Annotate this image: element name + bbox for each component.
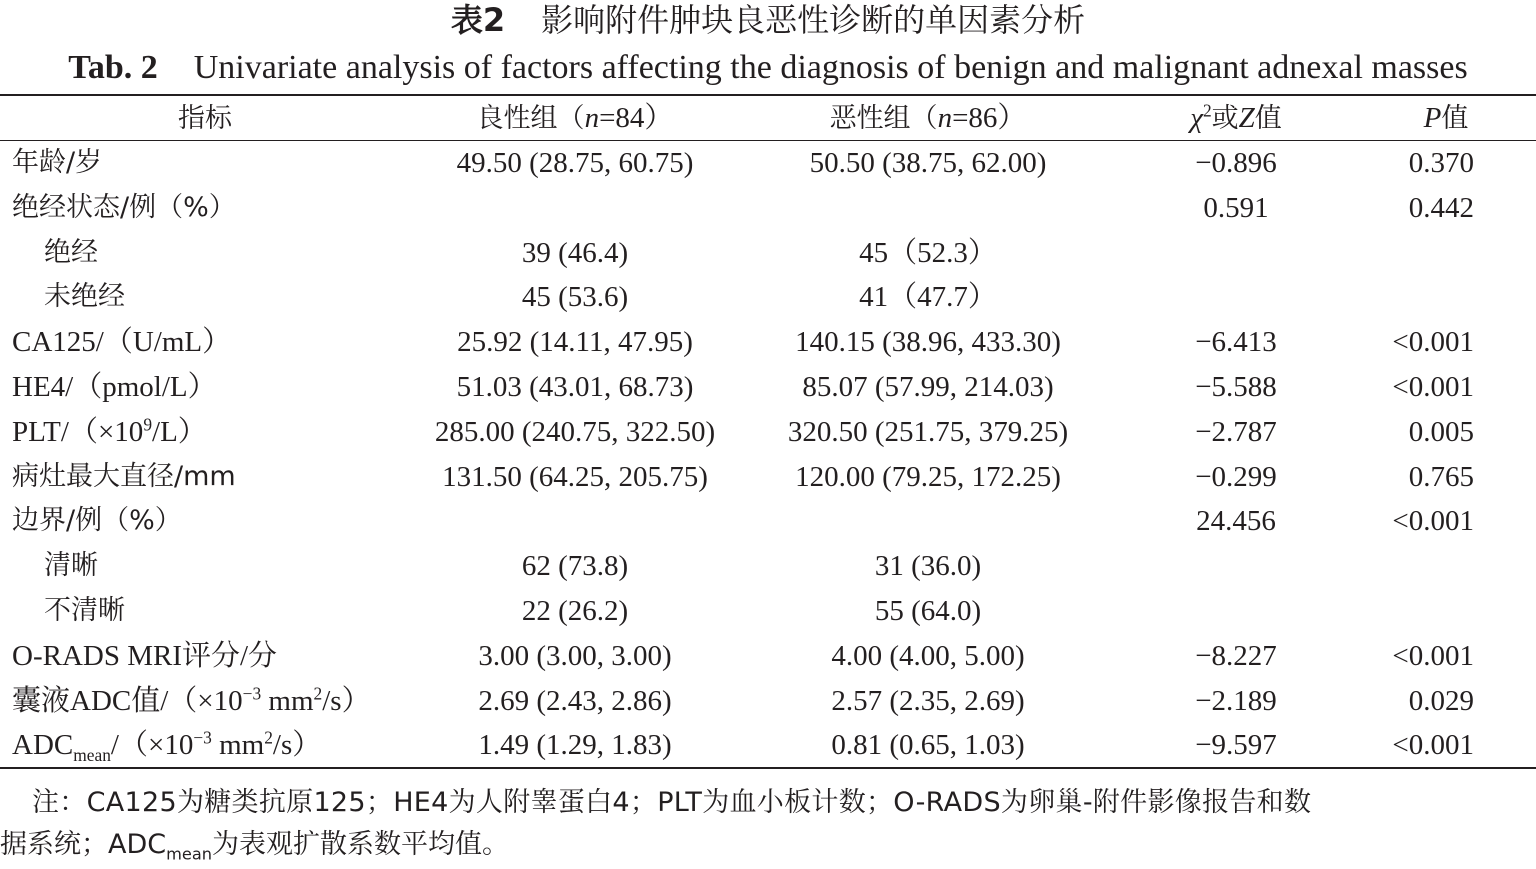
p-value <box>1356 231 1536 276</box>
p-value: 0.370 <box>1408 147 1474 179</box>
table-row <box>0 589 1536 634</box>
malignant-value: 45（52.3） <box>859 236 997 269</box>
benign-value: 62 (73.8) <box>521 550 629 583</box>
header-benign: 良性组（n=84） <box>476 102 674 134</box>
benign-value: 22 (26.2) <box>521 594 629 627</box>
table-footnote <box>0 782 1536 866</box>
table-row <box>0 186 1536 231</box>
row-label: 绝经 <box>44 236 98 268</box>
row-label: 未绝经 <box>44 281 125 313</box>
p-value <box>1356 544 1536 589</box>
p-value: <0.001 <box>1392 729 1474 762</box>
table-title-cn: 影响附件肿块良恶性诊断的单因素分析 <box>541 1 1086 39</box>
benign-value: 45 (53.6) <box>521 281 629 314</box>
p-value <box>1356 589 1536 634</box>
table-row <box>0 320 1536 365</box>
benign-value: 131.50 (64.25, 205.75) <box>442 460 708 493</box>
malignant-value: 50.50 (38.75, 62.00) <box>809 147 1047 179</box>
benign-value: 49.50 (28.75, 60.75) <box>456 147 694 179</box>
statistic-value: −8.227 <box>1195 639 1277 672</box>
malignant-value <box>740 499 1116 544</box>
malignant-value: 55 (64.0) <box>874 594 982 627</box>
table-caption-cn <box>0 0 1536 40</box>
malignant-value: 320.50 (251.75, 379.25) <box>787 415 1069 448</box>
row-label: 病灶最大直径/mm <box>12 460 236 492</box>
p-value <box>1356 275 1536 320</box>
table-row <box>0 634 1536 679</box>
row-label: 边界/例（%） <box>12 505 182 537</box>
benign-value: 2.69 (2.43, 2.86) <box>478 684 672 717</box>
header-p-value: P值 <box>1423 102 1469 134</box>
row-label: CA125/（U/mL） <box>12 326 232 359</box>
benign-value: 3.00 (3.00, 3.00) <box>478 639 672 672</box>
p-value: <0.001 <box>1392 505 1474 538</box>
malignant-value: 120.00 (79.25, 172.25) <box>795 460 1061 493</box>
p-value: <0.001 <box>1392 639 1474 672</box>
p-value: <0.001 <box>1392 326 1474 359</box>
header-indicator: 指标 <box>178 102 232 134</box>
table-row <box>0 544 1536 589</box>
malignant-value: 31 (36.0) <box>874 550 982 583</box>
p-value: 0.005 <box>1408 415 1474 448</box>
benign-value: 285.00 (240.75, 322.50) <box>434 415 716 448</box>
row-label: 不清晰 <box>44 594 125 626</box>
statistic-value: −9.597 <box>1195 729 1277 762</box>
row-label: PLT/$(\times 10^9/L)$ <box>12 414 207 448</box>
statistic-value: −2.787 <box>1195 415 1277 448</box>
header-statistic: $\chi^2$或Z值 <box>1190 100 1282 134</box>
table-row <box>0 679 1536 724</box>
table-row <box>0 455 1536 500</box>
statistic-value: −6.413 <box>1195 326 1277 359</box>
statistic-value: −2.189 <box>1195 684 1277 717</box>
malignant-value: 4.00 (4.00, 5.00) <box>831 639 1025 672</box>
statistic-value: −0.299 <box>1195 460 1277 493</box>
table-header-row <box>0 96 1536 141</box>
table-caption-en <box>0 46 1536 90</box>
benign-value: 51.03 (43.01, 68.73) <box>456 370 694 403</box>
benign-value: 39 (46.4) <box>521 236 629 269</box>
table-row <box>0 499 1536 544</box>
p-value: 0.442 <box>1408 191 1474 224</box>
statistic-value <box>1116 589 1356 634</box>
malignant-value: 140.15 (38.96, 433.30) <box>795 326 1061 359</box>
row-label: 年龄/岁 <box>12 147 103 178</box>
statistic-value: −0.896 <box>1195 147 1277 179</box>
statistic-value: 24.456 <box>1196 505 1276 538</box>
benign-value <box>410 499 740 544</box>
statistic-value: −5.588 <box>1195 370 1277 403</box>
row-label: 清晰 <box>44 550 98 582</box>
table-row <box>0 365 1536 410</box>
malignant-value: 2.57 (2.35, 2.69) <box>831 684 1025 717</box>
statistic-value <box>1116 544 1356 589</box>
table-row <box>0 723 1536 768</box>
row-label: HE4/（pmol/L） <box>12 370 217 403</box>
statistic-value <box>1116 275 1356 320</box>
benign-value <box>410 186 740 231</box>
table-number-cn: 表2 <box>450 1 506 39</box>
malignant-value: 85.07 (57.99, 214.03) <box>802 370 1054 403</box>
p-value: 0.765 <box>1408 460 1474 493</box>
malignant-value: 0.81 (0.65, 1.03) <box>831 729 1025 762</box>
benign-value: 25.92 (14.11, 47.95) <box>457 326 693 359</box>
table-row <box>0 231 1536 276</box>
table-row <box>0 410 1536 455</box>
p-value: 0.029 <box>1408 684 1474 717</box>
malignant-value <box>740 186 1116 231</box>
statistic-value: 0.591 <box>1203 191 1269 224</box>
table-row <box>0 141 1536 186</box>
benign-value: 1.49 (1.29, 1.83) <box>478 729 672 762</box>
footnote-line-2: 据系统；$ADC_{mean}$为表观扩散系数平均值。 <box>0 829 510 864</box>
row-label: $ADC_{mean}/(\times 10^{-3}$ $mm^2/s$） <box>12 727 322 766</box>
header-malignant: 恶性组（n=86） <box>829 102 1027 134</box>
footnote-line-1: 注：CA125为糖类抗原125；HE4为人附睾蛋白4；PLT为血小板计数；O-RADS为卵巢-附件影像报告和数 <box>32 787 1312 818</box>
row-label: 绝经状态/例（%） <box>12 191 236 223</box>
table-title-en: Univariate analysis of factors affecting the diagnosis of benign and malignant adnexal masses <box>193 49 1468 86</box>
table-row <box>0 275 1536 320</box>
statistic-value <box>1116 231 1356 276</box>
row-label: 囊液ADC值$/(\times 10^{-3}$ $mm^2/s$） <box>12 682 371 717</box>
table-number-en: Tab. 2 <box>68 49 158 86</box>
univariate-table <box>0 96 1536 768</box>
malignant-value: 41（47.7） <box>859 281 997 314</box>
p-value: <0.001 <box>1392 370 1474 403</box>
row-label: O-RADS MRI评分/分 <box>12 639 278 672</box>
